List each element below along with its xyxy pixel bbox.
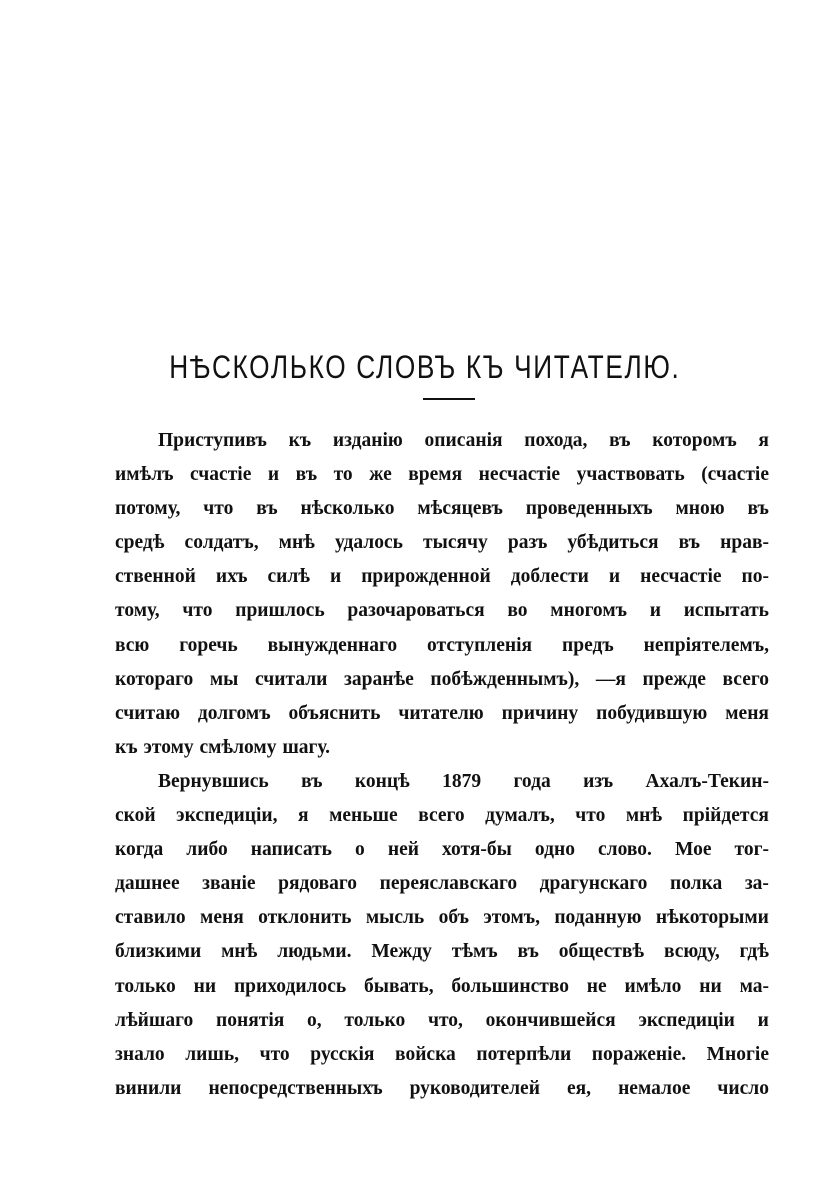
word: въ bbox=[517, 941, 539, 963]
word: непріятелемъ, bbox=[643, 634, 769, 656]
text-line bbox=[115, 901, 769, 935]
word: непосредственныхъ bbox=[208, 1077, 383, 1099]
word: горечь bbox=[179, 634, 238, 656]
word: считаю bbox=[115, 702, 180, 724]
word: мнѣ bbox=[278, 532, 315, 554]
word: дашнее bbox=[115, 873, 180, 895]
word: участвовать bbox=[576, 464, 685, 486]
word: за- bbox=[744, 873, 769, 895]
word: слово. bbox=[598, 839, 652, 861]
text-line bbox=[115, 663, 769, 697]
text-line bbox=[115, 458, 769, 492]
word: къ bbox=[288, 430, 312, 451]
word: къ bbox=[115, 736, 138, 758]
word: же bbox=[369, 464, 392, 486]
word: тысячу bbox=[423, 532, 488, 554]
word: не bbox=[586, 975, 607, 997]
word: котораго bbox=[115, 668, 194, 690]
word: лѣйшаго bbox=[115, 1009, 194, 1031]
word: тѣмъ bbox=[451, 941, 498, 963]
word: убѣдиться bbox=[567, 532, 659, 554]
word: о bbox=[355, 839, 365, 861]
word: приходилось bbox=[233, 975, 347, 997]
word: немалое bbox=[618, 1077, 691, 1099]
word: доблести bbox=[510, 566, 589, 588]
word: либо bbox=[186, 839, 228, 861]
text-line bbox=[115, 833, 769, 867]
word: заранѣе bbox=[344, 668, 414, 690]
word: ни bbox=[193, 975, 217, 997]
word: потому, bbox=[115, 498, 181, 520]
word: описанія bbox=[424, 430, 503, 451]
text-line bbox=[115, 1072, 769, 1106]
text-line bbox=[115, 970, 769, 1004]
word: людьми. bbox=[277, 941, 352, 963]
word: полка bbox=[669, 873, 723, 895]
text-line bbox=[115, 867, 769, 901]
word: смѣлому bbox=[199, 736, 277, 758]
word: разъ bbox=[507, 532, 548, 554]
word: по- bbox=[741, 566, 769, 588]
word: ихъ bbox=[215, 566, 248, 588]
word: большинство bbox=[451, 975, 569, 997]
word: ской bbox=[115, 805, 156, 827]
word: въ bbox=[678, 532, 701, 554]
word: то bbox=[333, 464, 353, 486]
chapter-heading: НѢСКОЛЬКО СЛОВЪ КЪ ЧИТАТЕЛЮ. bbox=[169, 349, 681, 386]
word: знало bbox=[115, 1043, 165, 1065]
word: года bbox=[513, 770, 551, 792]
word: я bbox=[758, 430, 769, 451]
word: долгомъ bbox=[197, 702, 271, 724]
word: окончившейся bbox=[485, 1009, 616, 1031]
word: понятія bbox=[215, 1009, 285, 1031]
word: объяснить bbox=[288, 702, 381, 724]
word: Мое bbox=[674, 839, 712, 861]
text-line bbox=[115, 424, 769, 458]
word: отклонить bbox=[258, 907, 352, 929]
word: мысль bbox=[365, 907, 425, 929]
word: написать bbox=[250, 839, 332, 861]
word: ственной bbox=[115, 566, 196, 588]
word: во bbox=[507, 600, 528, 622]
word: побѣжденнымъ), bbox=[430, 668, 580, 690]
word: руководителей bbox=[409, 1077, 540, 1099]
word: и bbox=[608, 566, 621, 588]
word: тог- bbox=[734, 839, 769, 861]
word: гдѣ bbox=[739, 941, 769, 963]
word: нрав- bbox=[720, 532, 769, 554]
word: экспедиціи, bbox=[176, 805, 278, 827]
word: объ bbox=[438, 907, 469, 929]
word: мнѣ bbox=[625, 805, 663, 827]
word: изданію bbox=[332, 430, 403, 451]
word: драгунскаго bbox=[539, 873, 648, 895]
text-line bbox=[115, 799, 769, 833]
word: ма- bbox=[739, 975, 769, 997]
text-line bbox=[115, 1038, 769, 1072]
word: солдатъ, bbox=[184, 532, 259, 554]
word: меньше bbox=[329, 805, 398, 827]
word: всю bbox=[115, 634, 150, 656]
word: думалъ, bbox=[485, 805, 555, 827]
word: пришлось bbox=[235, 600, 325, 622]
word: счастіе bbox=[190, 464, 252, 486]
word: лишь, bbox=[185, 1043, 240, 1065]
word: Приступивъ bbox=[158, 430, 267, 451]
word: тому, bbox=[115, 600, 160, 622]
paragraph bbox=[115, 424, 769, 765]
text-line bbox=[115, 492, 769, 526]
word: разочароваться bbox=[347, 600, 485, 622]
word: считали bbox=[255, 668, 328, 690]
word: что bbox=[203, 498, 234, 520]
word: всего bbox=[722, 668, 769, 690]
word: прирожденной bbox=[361, 566, 491, 588]
word: число bbox=[717, 1077, 769, 1099]
word: экспедиціи bbox=[638, 1009, 735, 1031]
word: бывать, bbox=[364, 975, 434, 997]
word: побудившую bbox=[596, 702, 708, 724]
text-line bbox=[115, 731, 769, 765]
word: вынужденнаго bbox=[267, 634, 398, 656]
word: многомъ bbox=[550, 600, 627, 622]
word: которомъ bbox=[652, 430, 737, 451]
word: въ bbox=[295, 464, 318, 486]
word: и bbox=[329, 566, 342, 588]
word: что bbox=[182, 600, 213, 622]
word: винили bbox=[115, 1077, 182, 1099]
word: поданную bbox=[554, 907, 642, 929]
text-line bbox=[115, 765, 769, 799]
word: когда bbox=[115, 839, 164, 861]
word: мѣсяцевъ bbox=[417, 498, 503, 520]
word: ставило bbox=[115, 907, 186, 929]
word: силѣ bbox=[267, 566, 310, 588]
word: въ bbox=[609, 430, 631, 451]
word: средѣ bbox=[115, 532, 165, 554]
word: Между bbox=[371, 941, 432, 963]
word: несчастіе bbox=[640, 566, 722, 588]
word: что, bbox=[427, 1009, 463, 1031]
word: Ахалъ-Текин- bbox=[645, 770, 769, 792]
word: 1879 bbox=[442, 770, 482, 792]
word: причину bbox=[501, 702, 579, 724]
word: я bbox=[297, 805, 309, 827]
word: изъ bbox=[583, 770, 614, 792]
word: что bbox=[259, 1043, 290, 1065]
word: ней bbox=[387, 839, 419, 861]
word: удалось bbox=[334, 532, 403, 554]
word: званіе bbox=[202, 873, 256, 895]
word: проведенныхъ bbox=[525, 498, 653, 520]
word: рядоваго bbox=[278, 873, 358, 895]
word: русскія bbox=[310, 1043, 375, 1065]
word: шагу. bbox=[282, 736, 331, 758]
word: предъ bbox=[562, 634, 614, 656]
text-line bbox=[115, 594, 769, 628]
word: отступленія bbox=[427, 634, 533, 656]
heading-divider bbox=[423, 398, 475, 400]
word: концѣ bbox=[354, 770, 410, 792]
word: меня bbox=[200, 907, 244, 929]
word: въ bbox=[747, 498, 769, 520]
word: переяславскаго bbox=[379, 873, 518, 895]
word: пораженіе. bbox=[591, 1043, 687, 1065]
word: прежде bbox=[642, 668, 706, 690]
word: хотя-бы bbox=[442, 839, 512, 861]
word: только bbox=[344, 1009, 406, 1031]
word: въ bbox=[256, 498, 278, 520]
text-line bbox=[115, 526, 769, 560]
word: несчастіе bbox=[478, 464, 561, 486]
word: имѣло bbox=[624, 975, 682, 997]
word: мною bbox=[675, 498, 725, 520]
word: этому bbox=[143, 736, 194, 758]
word: прійдется bbox=[682, 805, 769, 827]
word: похода, bbox=[524, 430, 588, 451]
word: только bbox=[115, 975, 176, 997]
word: мы bbox=[209, 668, 239, 690]
word: войска bbox=[395, 1043, 456, 1065]
word: Вернувшись bbox=[158, 770, 269, 792]
text-line bbox=[115, 1004, 769, 1038]
word: что bbox=[575, 805, 606, 827]
text-line bbox=[115, 935, 769, 969]
word: и bbox=[267, 464, 280, 486]
word: нѣкоторыми bbox=[655, 907, 769, 929]
word: и bbox=[757, 1009, 769, 1031]
word: Многіе bbox=[706, 1043, 769, 1065]
paragraph bbox=[115, 765, 769, 1106]
word: время bbox=[408, 464, 463, 486]
word: и bbox=[649, 600, 661, 622]
word: —я bbox=[595, 668, 626, 690]
word: ея, bbox=[566, 1077, 592, 1099]
word: потерпѣли bbox=[476, 1043, 572, 1065]
text-line bbox=[115, 629, 769, 663]
word: читателю bbox=[398, 702, 484, 724]
word: близкими bbox=[115, 941, 202, 963]
word: всего bbox=[418, 805, 465, 827]
word: всюду, bbox=[663, 941, 720, 963]
body-text bbox=[115, 424, 769, 1106]
word: обществѣ bbox=[558, 941, 645, 963]
word: нѣсколько bbox=[300, 498, 395, 520]
word: мнѣ bbox=[221, 941, 258, 963]
word: (счастіе bbox=[701, 464, 769, 486]
word: въ bbox=[301, 770, 323, 792]
word: имѣлъ bbox=[115, 464, 174, 486]
word: ни bbox=[699, 975, 722, 997]
text-line bbox=[115, 697, 769, 731]
word: одно bbox=[534, 839, 575, 861]
text-line bbox=[115, 560, 769, 594]
word: испытать bbox=[683, 600, 769, 622]
word: о, bbox=[307, 1009, 322, 1031]
word: этомъ, bbox=[483, 907, 540, 929]
word: меня bbox=[725, 702, 769, 724]
